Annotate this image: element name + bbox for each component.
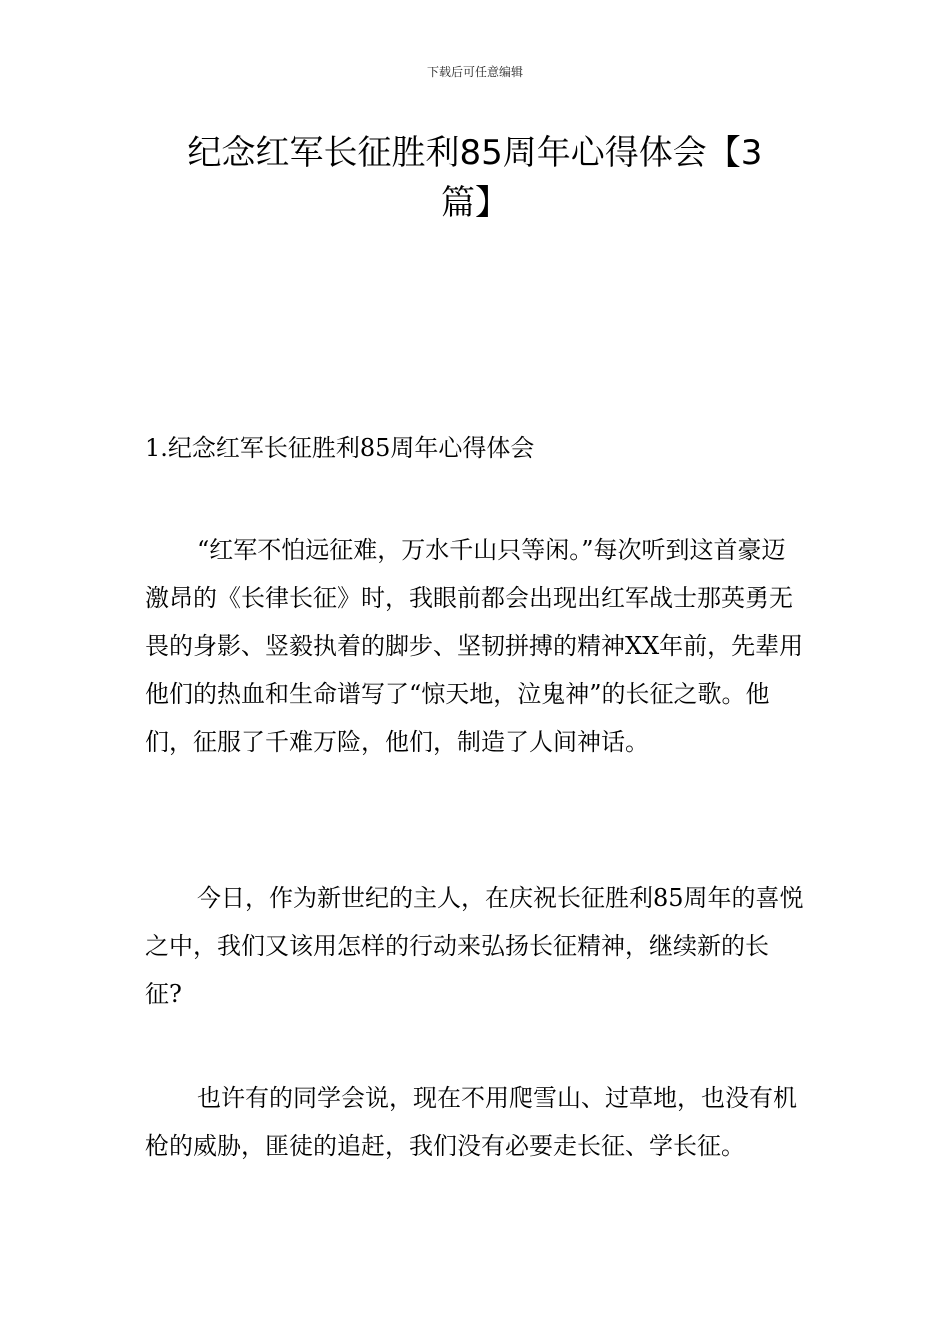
paragraph-2: 今日，作为新世纪的主人，在庆祝长征胜利85周年的喜悦之中，我们又该用怎样的行动来弘扬长征精神，继续新的长征? [145,884,804,1008]
page-title: 纪念红军长征胜利85周年心得体会【3篇】 [187,133,763,223]
header-note: 下载后可任意编辑 [426,65,523,79]
section-heading: 1.纪念红军长征胜利85周年心得体会 [145,434,535,462]
paragraph-1: “红军不怕远征难，万水千山只等闲。”每次听到这首豪迈激昂的《长律长征》时，我眼前都会出现出红军战士那英勇无畏的身影、竖毅执着的脚步、坚韧拼搏的精神XX年前，先辈用他们的热血和生命谱写了“惊天地，泣鬼神”的长征之歌。他们，征服了千难万险，他们，制造了人间神话。 [145,536,804,756]
paragraph-3: 也许有的同学会说，现在不用爬雪山、过草地，也没有机枪的威胁，匪徒的追赶，我们没有必要走长征、学长征。 [145,1084,797,1160]
